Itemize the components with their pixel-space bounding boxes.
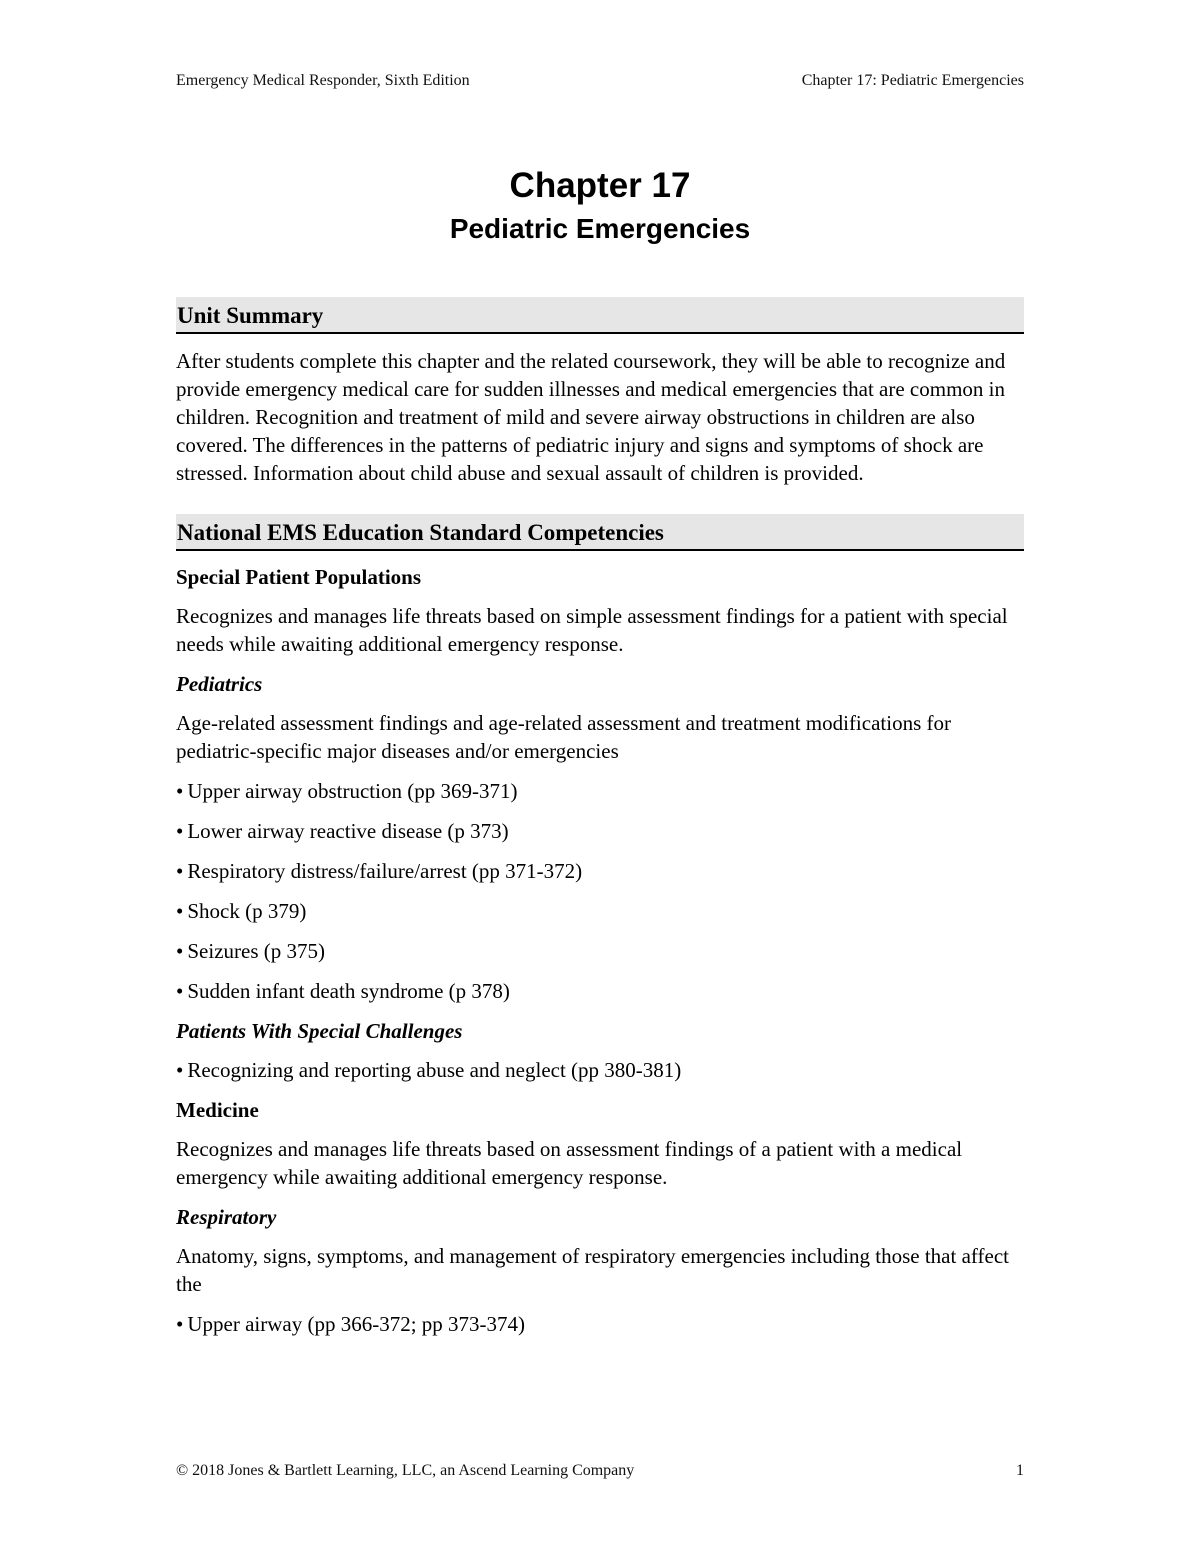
list-item: • Lower airway reactive disease (p 373) xyxy=(176,819,509,843)
unit-summary-heading: Unit Summary xyxy=(176,297,1024,334)
bullet-glyph: • xyxy=(176,979,184,1003)
header-chapter-title: Chapter 17: Pediatric Emergencies xyxy=(801,72,1024,89)
pediatrics-heading: Pediatrics xyxy=(176,672,263,696)
page-number: 1 xyxy=(1016,1462,1024,1479)
running-header xyxy=(176,72,1024,90)
bullet-glyph: • xyxy=(176,899,184,923)
competencies-heading: National EMS Education Standard Competencies xyxy=(176,514,1024,551)
list-item: • Seizures (p 375) xyxy=(176,939,325,963)
list-item: • Upper airway (pp 366-372; pp 373-374) xyxy=(176,1312,526,1336)
content xyxy=(176,297,1024,1338)
unit-summary-text: After students complete this chapter and the related coursework, they will be able to recognize and provide emergency medical care for sudden illnesses and medical emergencies that are common in children. Recognition and treatment of mild and severe airway obstructions in children are also covered. The differences in the patterns of pediatric injury and signs and symptoms of shock are stressed. Information about child abuse and sexual assault of children is provided. xyxy=(176,349,1006,485)
special-challenges-heading: Patients With Special Challenges xyxy=(176,1019,463,1043)
copyright-text: © 2018 Jones & Bartlett Learning, LLC, an Ascend Learning Company xyxy=(176,1462,635,1479)
medicine-text: Recognizes and manages life threats based on assessment findings of a patient with a medical emergency while awaiting additional emergency response. xyxy=(176,1137,963,1189)
bullet-glyph: • xyxy=(176,1312,184,1336)
list-item: • Recognizing and reporting abuse and neglect (pp 380-381) xyxy=(176,1058,682,1082)
bullet-glyph: • xyxy=(176,819,184,843)
special-populations-text: Recognizes and manages life threats based on simple assessment findings for a patient with special needs while awaiting additional emergency response. xyxy=(176,604,1008,656)
bullet-glyph: • xyxy=(176,779,184,803)
list-item: • Upper airway obstruction (pp 369-371) xyxy=(176,779,518,803)
bullet-glyph: • xyxy=(176,1058,184,1082)
respiratory-heading: Respiratory xyxy=(176,1205,277,1229)
header-book-title: Emergency Medical Responder, Sixth Edition xyxy=(176,72,470,89)
special-populations-heading: Special Patient Populations xyxy=(176,565,422,589)
list-item: • Shock (p 379) xyxy=(176,899,307,923)
list-item: • Respiratory distress/failure/arrest (pp 371-372) xyxy=(176,859,583,883)
pediatrics-text: Age-related assessment findings and age-related assessment and treatment modifications for pediatric-specific major diseases and/or emergencies xyxy=(176,711,951,763)
chapter-number: Chapter 17 xyxy=(509,166,691,205)
bullet-glyph: • xyxy=(176,939,184,963)
page-footer xyxy=(176,1462,1024,1480)
title-block xyxy=(0,166,1200,246)
medicine-heading: Medicine xyxy=(176,1098,259,1122)
chapter-title: Pediatric Emergencies xyxy=(449,213,751,244)
bullet-glyph: • xyxy=(176,859,184,883)
list-item: • Sudden infant death syndrome (p 378) xyxy=(176,979,510,1003)
respiratory-text: Anatomy, signs, symptoms, and management of respiratory emergencies including those that affect the xyxy=(176,1244,1009,1296)
